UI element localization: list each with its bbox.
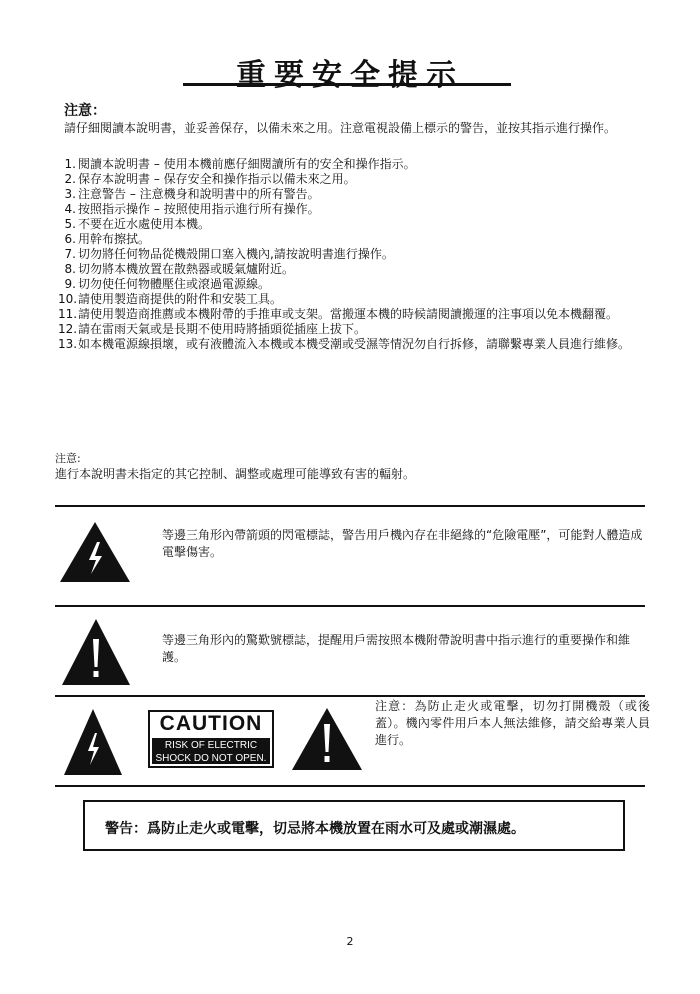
safety-rule-item	[58, 157, 650, 172]
safety-rule-item	[58, 292, 650, 307]
note-label: 注意:	[55, 452, 81, 465]
title-underline	[183, 83, 511, 86]
rule-text: 用幹布擦拭。	[78, 232, 151, 246]
rule-text: 請使用製造商推薦或本機附帶的手推車或支架。當搬運本機的時候請閱讀搬運的注事項以免本機翻覆。	[78, 307, 619, 321]
rule-text: 不要在近水處使用本機。	[78, 217, 211, 231]
safety-rule-item	[58, 202, 650, 217]
rule-number: 9.	[64, 277, 76, 291]
safety-rule-item	[58, 262, 650, 277]
rule-number: 2.	[64, 172, 76, 186]
rule-text: 切勿將任何物品從機殼開口塞入機內,請按說明書進行操作。	[78, 247, 394, 261]
rule-number: 12.	[58, 322, 78, 336]
caution-side-text: 注意：為防止走火或電擊，切勿打開機殼（或後蓋）。機內零件用戶本人無法維修，請交給專業人員進行。	[375, 699, 650, 747]
rule-text: 請在雷雨天氣或是長期不使用時將插頭從插座上拔下。	[78, 322, 367, 336]
safety-rule-item	[58, 232, 650, 247]
exclamation-warning-icon	[60, 617, 132, 687]
caution-risk-text	[152, 738, 270, 764]
note-body: 進行本說明書未指定的其它控制、調整或處理可能導致有害的輻射。	[55, 467, 416, 481]
lightning-bolt-warning-icon	[62, 707, 124, 777]
rule-text: 閱讀本說明書 – 使用本機前應仔細閱讀所有的安全和操作指示。	[78, 157, 416, 171]
rule-number: 10.	[58, 292, 78, 306]
safety-rule-item	[58, 172, 650, 187]
rule-text: 切勿將本機放置在散熱器或暖氣爐附近。	[78, 262, 295, 276]
divider-line	[55, 605, 645, 607]
rule-text: 注意警告 – 注意機身和說明書中的所有警告。	[78, 187, 320, 201]
rule-number: 7.	[64, 247, 76, 261]
page-title: 重要安全提示	[236, 58, 464, 93]
rule-number: 5.	[64, 217, 76, 231]
rule-number: 3.	[64, 187, 76, 201]
caution-line-2: SHOCK DO NOT OPEN.	[155, 753, 267, 764]
notice-heading: 注意：	[64, 103, 106, 119]
rule-text: 切勿使任何物體壓住或滾過電源線。	[78, 277, 271, 291]
warning-box	[83, 800, 625, 851]
safety-rule-item	[58, 217, 650, 232]
divider-line	[55, 695, 645, 697]
lightning-bolt-description: 等邊三角形內帶箭頭的閃電標誌，警告用戶機內存在非絕緣的“危險電壓”，可能對人體造成電擊傷害。	[162, 528, 643, 559]
rule-number: 13.	[58, 337, 78, 351]
warning-text: 警告：爲防止走火或電擊，切忌將本機放置在雨水可及處或潮濕處。	[105, 821, 525, 837]
exclamation-warning-icon	[290, 706, 364, 772]
rule-text: 按照指示操作 – 按照使用指示進行所有操作。	[78, 202, 320, 216]
notice-body: 請仔細閱讀本說明書，並妥善保存，以備未來之用。注意電視設備上標示的警告，並按其指示進行操作。	[64, 121, 617, 135]
rule-text: 保存本說明書 – 保存安全和操作指示以備未來之用。	[78, 172, 356, 186]
caution-line-1: RISK OF ELECTRIC	[164, 740, 258, 751]
safety-rule-item	[58, 337, 650, 352]
rule-number: 1.	[64, 157, 76, 171]
safety-rule-item	[58, 307, 650, 322]
rule-number: 11.	[58, 307, 78, 321]
safety-rules-list	[58, 157, 650, 352]
rule-number: 6.	[64, 232, 76, 246]
exclamation-description: 等邊三角形內的驚歎號標誌，提醒用戶需按照本機附帶說明書中指示進行的重要操作和維護。	[162, 633, 631, 664]
safety-rule-item	[58, 322, 650, 337]
divider-line	[55, 505, 645, 507]
safety-rule-item	[58, 187, 650, 202]
rule-number: 4.	[64, 202, 76, 216]
rule-text: 請使用製造商提供的附件和安裝工具。	[78, 292, 283, 306]
rule-text: 如本機電源線損壞，或有液體流入本機或本機受潮或受濕等情況勿自行拆修，請聯繫專業人員進行維修。	[78, 337, 631, 351]
caution-word: CAUTION	[159, 712, 263, 735]
caution-label	[148, 710, 274, 768]
divider-line	[55, 785, 645, 787]
safety-rule-item	[58, 277, 650, 292]
lightning-bolt-warning-icon	[58, 520, 132, 584]
safety-rule-item	[58, 247, 650, 262]
rule-number: 8.	[64, 262, 76, 276]
page-number: 2	[346, 935, 354, 948]
